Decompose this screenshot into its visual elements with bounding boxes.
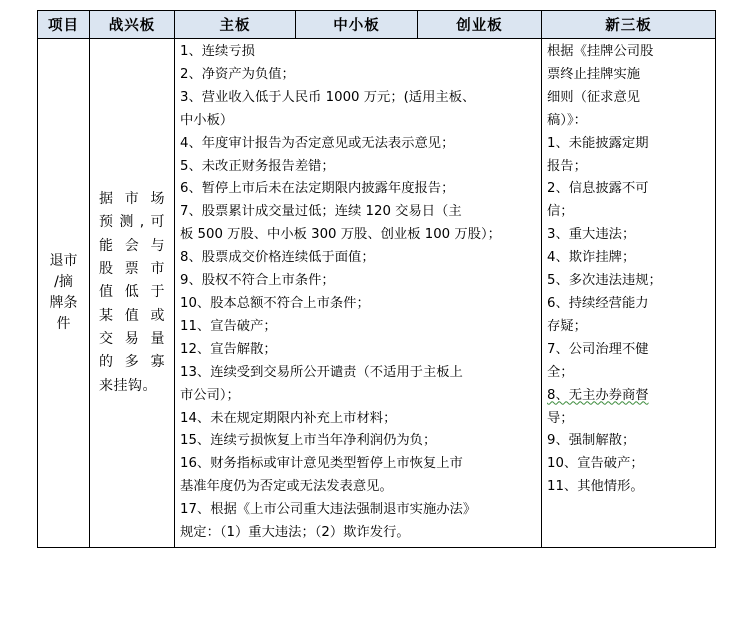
- neeq-condition-line: 票终止挂牌实施: [547, 66, 641, 82]
- neeq-condition-line: 5、多次违法违规；: [547, 273, 662, 289]
- main-condition-line: 1、连续亏损: [180, 44, 255, 59]
- delisting-conditions-table: [37, 10, 716, 548]
- neeq-condition-line: 6、持续经营能力: [547, 295, 649, 311]
- main-condition-line: 11、宣告破产；: [180, 318, 277, 334]
- main-condition-line: 16、财务指标或审计意见类型暂停上市恢复上市: [180, 456, 463, 472]
- row-label: [47, 251, 81, 335]
- main-condition-line: 14、未在规定期限内补充上市材料；: [180, 410, 397, 426]
- zhanxing-line: 股票市: [99, 261, 165, 278]
- header-zhanxing-board: 战兴板: [90, 11, 175, 39]
- neeq-condition-line: 1、未能披露定期: [547, 135, 649, 151]
- zhanxing-line: 交易量: [99, 330, 165, 347]
- zhanxing-text: [99, 188, 165, 398]
- main-condition-line: 板 500 万股、中小板 300 万股、创业板 100 万股）；: [180, 227, 501, 243]
- zhanxing-line: 据市场: [99, 191, 165, 208]
- main-condition-line: 8、股票成交价格连续低于面值；: [180, 250, 375, 266]
- main-condition-line: 9、股权不符合上市条件；: [180, 273, 335, 289]
- main-condition-line: 17、根据《上市公司重大违法强制退市实施办法》: [180, 502, 477, 518]
- main-condition-line: 7、股票累计成交量过低；连续 120 交易日（主: [180, 204, 462, 220]
- neeq-cell: [542, 39, 716, 548]
- zhanxing-cell: [90, 39, 175, 548]
- neeq-condition-line: 全；: [547, 364, 574, 380]
- header-item: 项目: [38, 11, 90, 39]
- zhanxing-line: 预测,可: [99, 214, 165, 231]
- neeq-condition-line: 报告；: [547, 158, 587, 174]
- main-condition-line: 3、营业收入低于人民币 1000 万元；(适用主板、: [180, 89, 476, 105]
- main-condition-line: 基准年度仍为否定或无法发表意见。: [180, 479, 393, 495]
- row-label-line: 牌条: [49, 294, 78, 311]
- main-condition-line: 2、净资产为负值；: [180, 66, 295, 82]
- neeq-condition-line: 存疑；: [547, 318, 587, 334]
- main-sme-gem-cell: [175, 39, 542, 548]
- neeq-condition-line: 细则（征求意见: [547, 89, 641, 105]
- zhanxing-line: 的多寡: [99, 354, 165, 371]
- main-condition-line: 12、宣告解散；: [180, 341, 277, 357]
- neeq-condition-line: 11、其他情形。: [547, 479, 644, 495]
- header-main-board: 主板: [175, 11, 296, 39]
- main-condition-line: 6、暂停上市后未在法定期限内披露年度报告；: [180, 181, 455, 197]
- main-condition-line: 13、连续受到交易所公开谴责（不适用于主板上: [180, 364, 463, 380]
- row-label-line: 件: [56, 315, 71, 332]
- neeq-condition-line: 7、公司治理不健: [547, 341, 649, 357]
- delisting-row: [38, 39, 716, 548]
- main-condition-line: 市公司）；: [180, 387, 240, 403]
- neeq-condition-line: 2、信息披露不可: [547, 181, 649, 197]
- main-condition-line: 4、年度审计报告为否定意见或无法表示意见；: [180, 135, 455, 151]
- neeq-condition-line: 信；: [547, 204, 574, 220]
- neeq-condition-line: 导；: [547, 410, 574, 426]
- header-gem-board: 创业板: [418, 11, 542, 39]
- neeq-condition-line: 3、重大违法；: [547, 227, 636, 243]
- neeq-condition-line: 4、欺诈挂牌；: [547, 250, 636, 266]
- main-condition-line: 15、连续亏损恢复上市当年净利润仍为负；: [180, 433, 437, 449]
- neeq-condition-line: 8、无主办券商督: [547, 387, 649, 403]
- main-condition-line: 5、未改正财务报告差错；: [180, 158, 335, 174]
- neeq-condition-line: 10、宣告破产；: [547, 456, 644, 472]
- header-row: [38, 11, 716, 39]
- row-label-line: /摘: [54, 273, 73, 290]
- header-neeq: 新三板: [542, 11, 716, 39]
- main-condition-line: 规定：（1）重大违法；（2）欺诈发行。: [180, 525, 410, 541]
- row-label-cell: [38, 39, 90, 548]
- neeq-condition-line: 稿）》：: [547, 112, 587, 128]
- zhanxing-line: 能会与: [99, 237, 165, 254]
- row-label-line: 退市: [49, 252, 78, 269]
- zhanxing-line: 某值或: [99, 307, 165, 324]
- zhanxing-line: 来挂钩。: [99, 377, 157, 394]
- header-sme-board: 中小板: [296, 11, 418, 39]
- neeq-condition-line: 根据《挂牌公司股: [547, 44, 654, 59]
- main-condition-line: 中小板）: [180, 112, 234, 128]
- zhanxing-line: 值低于: [99, 284, 165, 301]
- main-condition-line: 10、股本总额不符合上市条件；: [180, 295, 370, 311]
- neeq-condition-line: 9、强制解散；: [547, 433, 636, 449]
